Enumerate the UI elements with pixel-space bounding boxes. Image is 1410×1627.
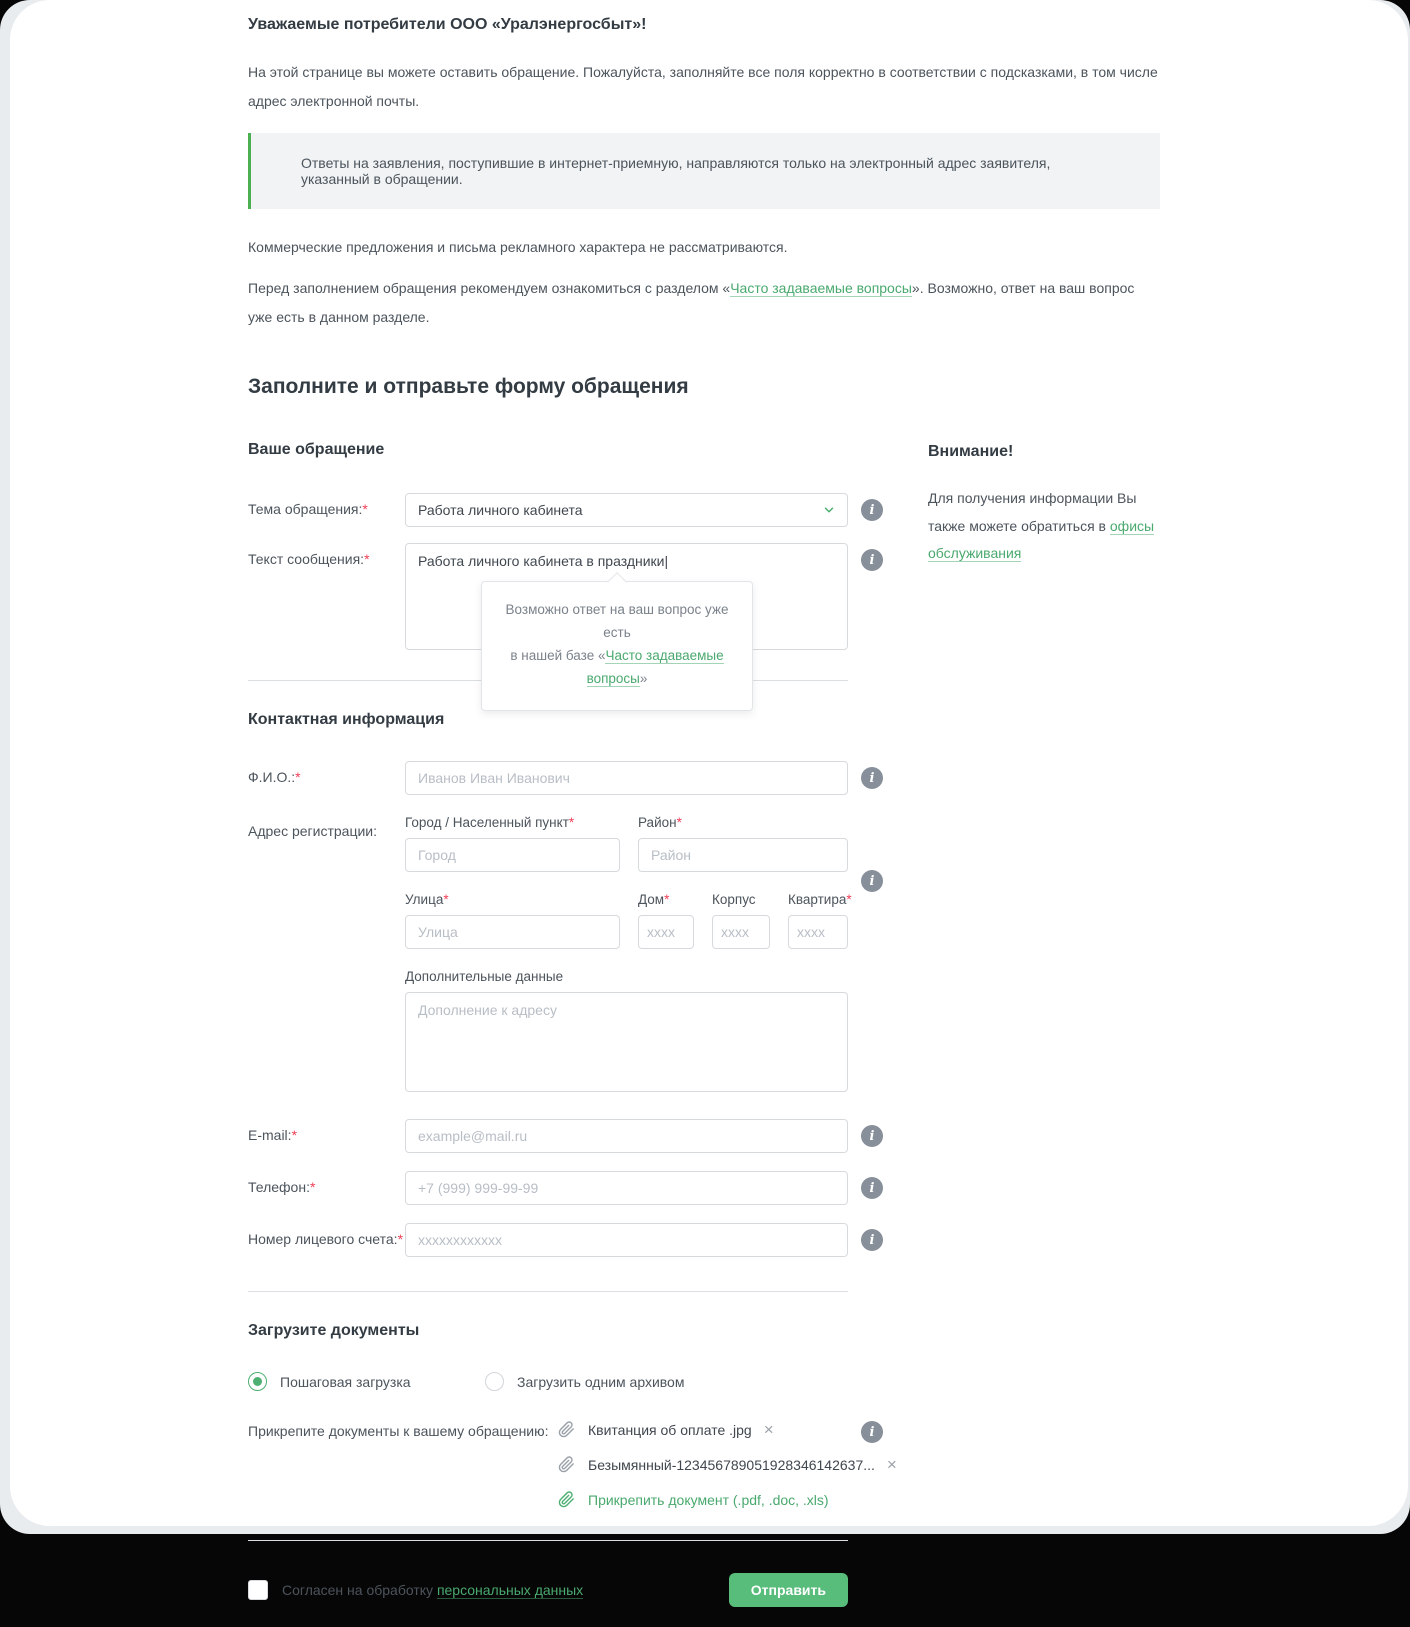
house-label: Дом* [638, 892, 670, 908]
info-icon[interactable]: i [861, 1125, 883, 1147]
email-label: E-mail:* [248, 1127, 298, 1144]
info-note-text: Ответы на заявления, поступившие в интернет-приемную, направляются только на электронный адрес заявителя, указанный в обращении. [301, 155, 1051, 188]
required-asterisk: * [676, 815, 682, 831]
apartment-input[interactable] [788, 915, 848, 949]
attach-document-row[interactable] [558, 1491, 897, 1508]
required-asterisk: * [362, 501, 368, 518]
required-asterisk: * [295, 769, 301, 786]
section-divider [248, 1540, 848, 1541]
extra-data-label: Дополнительные данные [405, 969, 564, 985]
intro-paragraph-3: Перед заполнением обращения рекомендуем ознакомиться с разделом «Часто задаваемые вопросы». Возможно, ответ на ваш вопрос уже есть в данном разделе. [248, 280, 1135, 325]
city-input[interactable] [405, 838, 620, 872]
personal-data-link[interactable]: персональных данных [436, 1582, 584, 1599]
street-input[interactable] [405, 915, 620, 949]
account-input[interactable] [405, 1223, 848, 1257]
apartment-label: Квартира* [788, 892, 852, 908]
info-icon[interactable]: i [861, 1421, 883, 1443]
section-divider [248, 1291, 848, 1292]
fio-input[interactable] [405, 761, 848, 795]
building-input[interactable] [712, 915, 770, 949]
attention-text: Для получения информации Вы также можете обратиться в офисы обслуживания [928, 490, 1155, 562]
required-asterisk: * [568, 815, 575, 831]
extra-data-textarea[interactable] [405, 992, 848, 1092]
service-offices-link[interactable]: офисы обслуживания [928, 517, 1155, 562]
file-name: Безымянный-123456789051928346142637... [588, 1456, 875, 1473]
info-icon[interactable]: i [861, 767, 883, 789]
info-icon[interactable]: i [861, 499, 883, 521]
form-column [248, 441, 897, 1627]
content-card [10, 0, 1408, 1599]
attached-file-row [558, 1421, 897, 1438]
building-label: Корпус [712, 892, 756, 908]
attach-document-link[interactable]: Прикрепить документ (.pdf, .doc, .xls) [588, 1491, 829, 1508]
message-text: Работа личного кабинета в праздники| [418, 553, 669, 570]
required-asterisk: * [291, 1127, 298, 1144]
message-textarea[interactable] [405, 543, 848, 687]
address-label: Адрес регистрации: [248, 823, 378, 840]
attention-sidebar [928, 441, 1164, 1627]
radio-unselected-icon [485, 1372, 504, 1391]
attention-title: Внимание! [928, 443, 1014, 461]
required-asterisk: * [397, 1231, 404, 1248]
fio-label: Ф.И.О.:* [248, 769, 301, 786]
topic-select-value: Работа личного кабинета [418, 502, 583, 519]
info-icon[interactable]: i [861, 549, 883, 571]
info-icon[interactable]: i [861, 1229, 883, 1251]
chevron-down-icon [822, 503, 836, 520]
section-contact-info: Контактная информация [248, 711, 445, 729]
form-title: Заполните и отправьте форму обращения [248, 375, 689, 399]
remove-file-icon[interactable]: × [763, 1420, 774, 1440]
required-asterisk: * [309, 1179, 316, 1196]
consent-label: Согласен на обработку персональных данных [282, 1582, 584, 1599]
section-your-appeal: Ваше обращение [248, 441, 385, 459]
faq-link[interactable]: Часто задаваемые вопросы [730, 280, 912, 297]
file-name: Квитанция об оплате .jpg [588, 1421, 752, 1438]
district-label: Район* [638, 815, 682, 831]
topic-select[interactable] [405, 493, 848, 527]
attach-documents-label: Прикрепите документы к вашему обращению: [248, 1423, 549, 1440]
submit-button[interactable]: Отправить [729, 1573, 848, 1607]
required-asterisk: * [443, 892, 449, 908]
faq-tooltip: Возможно ответ на ваш вопрос уже есть в нашей базе «Часто задаваемые вопросы» [481, 581, 753, 711]
topic-label: Тема обращения:* [248, 501, 368, 518]
account-label: Номер лицевого счета:* [248, 1231, 404, 1248]
paperclip-icon [558, 1456, 575, 1473]
required-asterisk: * [364, 551, 370, 568]
message-label: Текст сообщения:* [248, 551, 370, 568]
paperclip-icon [558, 1421, 575, 1438]
district-input[interactable] [638, 838, 848, 872]
email-input[interactable] [405, 1119, 848, 1153]
street-label: Улица* [405, 892, 449, 908]
attached-file-row [558, 1456, 897, 1473]
radio-selected-icon [248, 1372, 267, 1391]
section-upload-documents: Загрузите документы [248, 1322, 420, 1340]
phone-input[interactable] [405, 1171, 848, 1205]
radio-step-upload[interactable]: Пошаговая загрузка [248, 1372, 485, 1391]
city-label: Город / Населенный пункт* [405, 815, 575, 831]
page-title: Уважаемые потребители ООО «Уралэнергосбыт»! [248, 16, 647, 33]
tooltip-faq-link[interactable]: Часто задаваемые вопросы [586, 648, 724, 687]
remove-file-icon[interactable]: × [886, 1455, 897, 1475]
paperclip-icon [558, 1491, 575, 1508]
house-input[interactable] [638, 915, 694, 949]
info-note-box [248, 133, 1160, 209]
info-icon[interactable]: i [861, 1177, 883, 1199]
info-icon[interactable]: i [861, 870, 883, 892]
intro-paragraph-2: Коммерческие предложения и письма рекламного характера не рассматриваются. [248, 239, 788, 256]
required-asterisk: * [846, 892, 852, 908]
phone-label: Телефон:* [248, 1179, 316, 1196]
intro-paragraph-1: На этой странице вы можете оставить обращение. Пожалуйста, заполняйте все поля корректно в соответствии с подсказками, в том числе адрес электронной почты. [248, 64, 1158, 109]
required-asterisk: * [664, 892, 670, 908]
consent-checkbox[interactable] [248, 1580, 268, 1600]
radio-archive-upload[interactable]: Загрузить одним архивом [485, 1372, 684, 1391]
